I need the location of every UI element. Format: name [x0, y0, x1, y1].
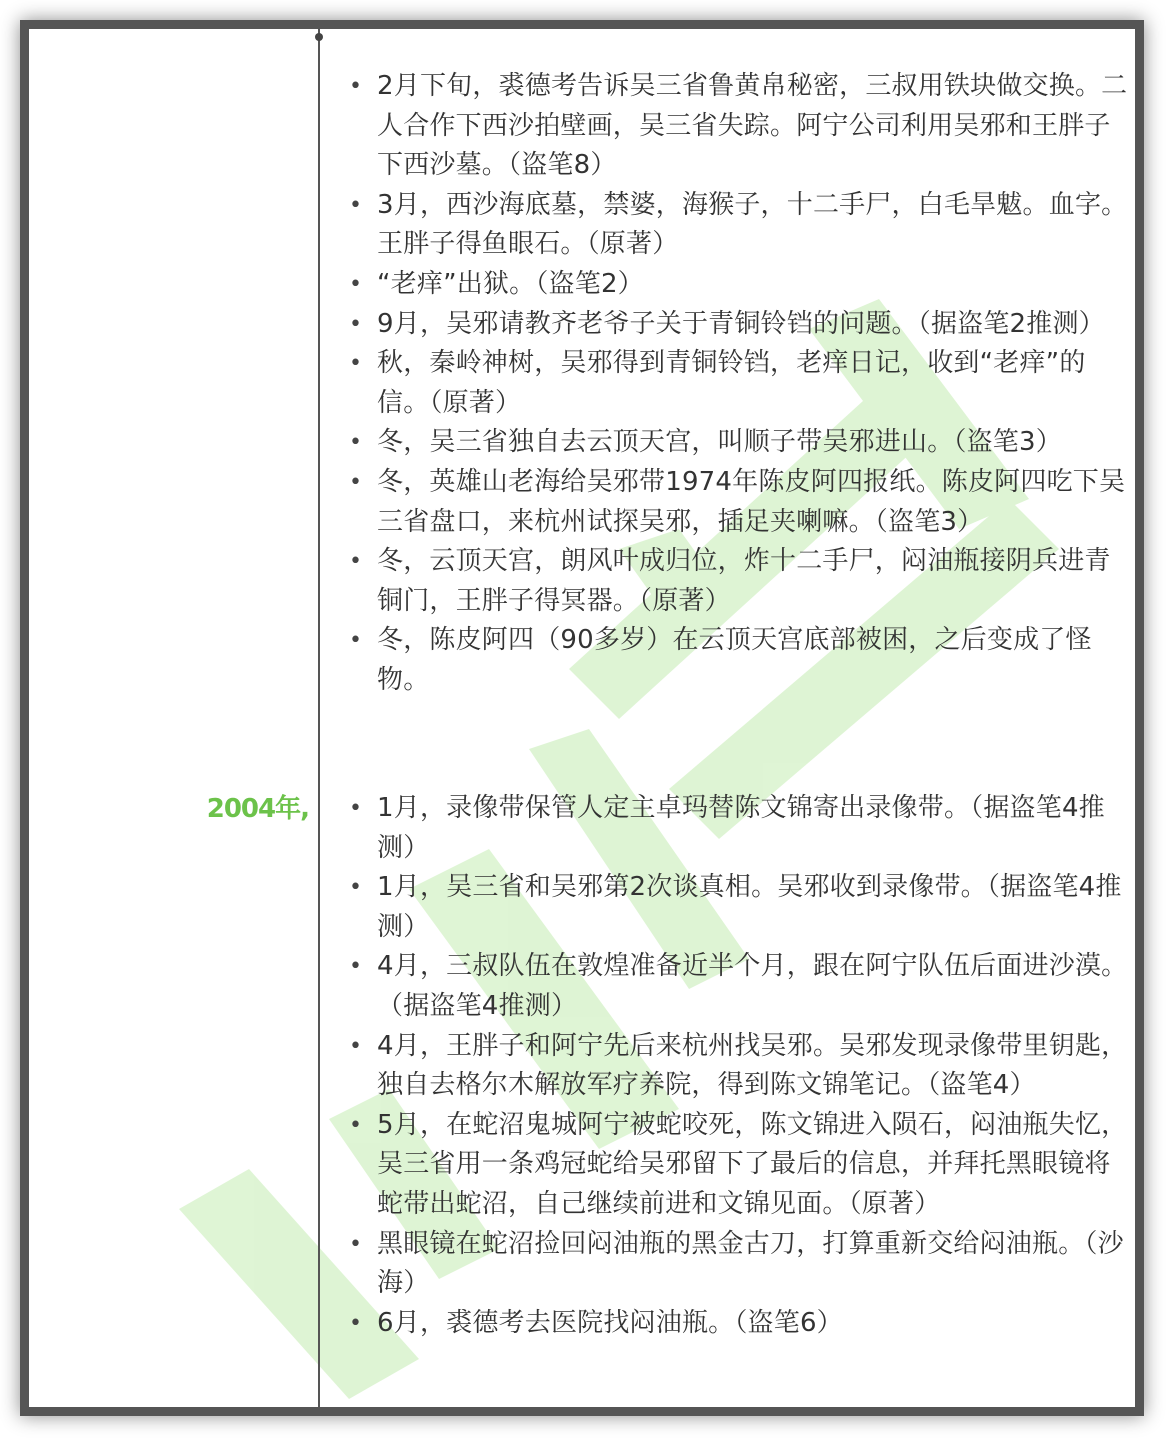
event-text: 9月，吴邪请教齐老爷子关于青铜铃铛的问题。（据盗笔2推测）: [377, 308, 1105, 339]
bullet-icon: •: [349, 628, 363, 654]
list-item: [347, 305, 1129, 345]
list-item: [347, 621, 1129, 700]
event-text: “老痒”出狱。（盗笔2）: [377, 268, 644, 299]
event-list-2004: [347, 789, 1129, 1343]
list-item: [347, 423, 1129, 463]
bullet-icon: •: [349, 311, 363, 337]
bullet-icon: •: [349, 469, 363, 495]
divider-dot: [315, 33, 323, 41]
event-list-2003: [347, 67, 1129, 701]
year-2004-label: 2004年,: [206, 794, 309, 824]
event-text: 2月下旬，裘德考告诉吴三省鲁黄帛秘密，三叔用铁块做交换。二人合作下西沙拍壁画，吴三省失踪。阿宁公司利用吴邪和王胖子下西沙墓。（盗笔8）: [377, 71, 1128, 181]
event-text: 6月，裘德考去医院找闷油瓶。（盗笔6）: [377, 1307, 843, 1338]
bullet-icon: •: [349, 796, 363, 821]
bullet-icon: •: [349, 1033, 363, 1059]
list-item: [347, 1304, 1129, 1344]
column-divider: [318, 29, 320, 1407]
event-text: 冬，云顶天宫，朗风叶成归位，炸十二手尸，闷油瓶接阴兵进青铜门，王胖子得冥器。（原著）: [377, 546, 1111, 616]
list-item: [347, 344, 1129, 423]
list-item: [347, 265, 1129, 305]
bullet-icon: •: [349, 74, 363, 99]
document-frame: [20, 20, 1144, 1416]
bullet-icon: •: [349, 1231, 363, 1257]
list-item: [347, 1106, 1129, 1225]
bullet-icon: •: [349, 1310, 363, 1336]
bullet-icon: •: [349, 1112, 363, 1138]
list-item: [347, 463, 1129, 542]
event-text: 冬，吴三省独自去云顶天宫，叫顺子带吴邪进山。（盗笔3）: [377, 427, 1062, 458]
event-text: 5月，在蛇沼鬼城阿宁被蛇咬死，陈文锦进入陨石，闷油瓶失忆，吴三省用一条鸡冠蛇给吴邪留下了最后的信息，并拜托黑眼镜将蛇带出蛇沼，自己继续前进和文锦见面。（原著）: [377, 1109, 1128, 1219]
event-text: 秋，秦岭神树，吴邪得到青铜铃铛，老痒日记，收到“老痒”的信。（原著）: [377, 348, 1086, 418]
bullet-icon: •: [349, 192, 363, 218]
list-item: [347, 1027, 1129, 1106]
event-text: 4月，王胖子和阿宁先后来杭州找吴邪。吴邪发现录像带里钥匙，独自去格尔木解放军疗养院，得到陈文锦笔记。（盗笔4）: [377, 1030, 1128, 1101]
bullet-icon: •: [349, 271, 363, 297]
bullet-icon: •: [349, 875, 363, 901]
event-text: 4月，三叔队伍在敦煌准备近半个月，跟在阿宁队伍后面进沙漠。（据盗笔4推测）: [377, 951, 1128, 1021]
bullet-icon: •: [349, 954, 363, 980]
bullet-icon: •: [349, 351, 363, 377]
bullet-icon: •: [349, 549, 363, 575]
list-item: [347, 67, 1129, 186]
event-text: 黑眼镜在蛇沼捡回闷油瓶的黑金古刀，打算重新交给闷油瓶。（沙海）: [377, 1228, 1124, 1299]
list-item: [347, 1225, 1129, 1304]
list-item: [347, 789, 1129, 868]
list-item: [347, 868, 1129, 947]
list-item: [347, 542, 1129, 621]
bullet-icon: •: [349, 430, 363, 456]
event-text: 1月，吴三省和吴邪第2次谈真相。吴邪收到录像带。（据盗笔4推测）: [377, 872, 1122, 942]
list-item: [347, 186, 1129, 265]
event-text: 3月，西沙海底墓，禁婆，海猴子，十二手尸，白毛旱魃。血字。王胖子得鱼眼石。（原著）: [377, 189, 1128, 260]
list-item: [347, 947, 1129, 1026]
event-text: 冬，陈皮阿四（90多岁）在云顶天宫底部被困，之后变成了怪物。: [377, 625, 1092, 695]
event-text: 冬，英雄山老海给吴邪带1974年陈皮阿四报纸。陈皮阿四吃下吴三省盘口，来杭州试探吴邪，插足夹喇嘛。（盗笔3）: [377, 466, 1126, 537]
event-text: 1月，录像带保管人定主卓玛替陈文锦寄出录像带。（据盗笔4推测）: [377, 793, 1105, 863]
